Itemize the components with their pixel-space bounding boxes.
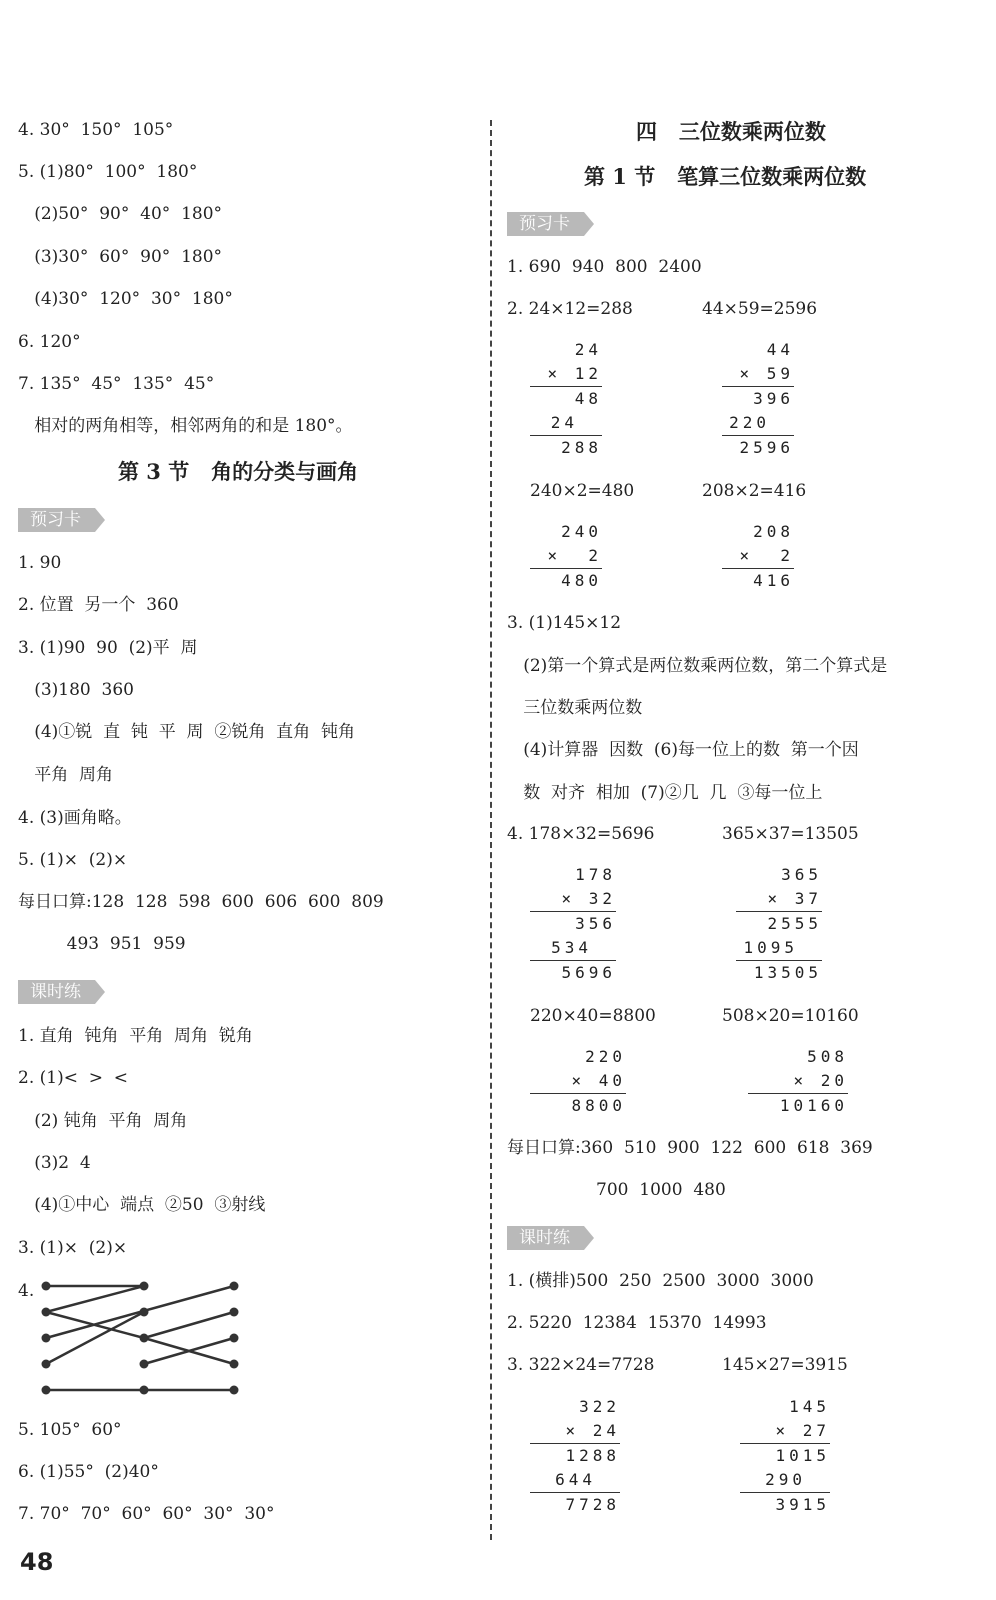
answer-line: 数 对齐 相加 (7)②几 几 ③每一位上 <box>507 783 823 803</box>
matching-diagram <box>38 1276 298 1406</box>
answer-line: (2)第一个算式是两位数乘两位数，第二个算式是 <box>507 656 888 676</box>
vertical-multiplication: 365 × 37 2555 1095 13505 <box>736 863 822 985</box>
answer-line: (3)180 360 <box>18 680 134 700</box>
section-title: 第 1 节 笔算三位数乘两位数 <box>584 164 867 189</box>
vertical-multiplication: 508 × 20 10160 <box>748 1045 848 1118</box>
section-title: 第 3 节 角的分类与画角 <box>118 459 359 484</box>
answer-line: 493 951 959 <box>18 934 186 954</box>
answer-line: (4)计算器 因数 (6)每一位上的数 第一个因 <box>507 740 859 760</box>
answer-line: (4)①锐 直 钝 平 周 ②锐角 直角 钝角 <box>18 722 355 742</box>
page-number: 48 <box>20 1548 54 1576</box>
vertical-multiplication: 24 × 12 48 24 288 <box>530 338 602 460</box>
answer-line: (4)30° 120° 30° 180° <box>18 289 233 309</box>
chapter-title: 四 三位数乘两位数 <box>636 119 826 144</box>
answer-line: 44×59=2596 <box>702 299 818 319</box>
answer-line: (2)50° 90° 40° 180° <box>18 204 223 224</box>
answer-line: 5. (1)× (2)× <box>18 850 128 870</box>
answer-line: 7. 135° 45° 135° 45° <box>18 374 215 394</box>
answer-line: 208×2=416 <box>702 481 807 501</box>
answer-line: 508×20=10160 <box>722 1006 859 1026</box>
answer-line: 365×37=13505 <box>722 824 859 844</box>
lesson-practice-tag: 课时练 <box>18 980 95 1004</box>
answer-line: 2. 24×12=288 <box>507 299 633 319</box>
answer-line: 3. (1)90 90 (2)平 周 <box>18 638 198 658</box>
answer-line: (4)①中心 端点 ②50 ③射线 <box>18 1195 266 1215</box>
answer-line: 1. 90 <box>18 553 62 573</box>
answer-line: (3)2 4 <box>18 1153 91 1173</box>
answer-line: (2) 钝角 平角 周角 <box>18 1111 188 1131</box>
answer-line: 每日口算:360 510 900 122 600 618 369 <box>507 1138 873 1158</box>
answer-line: 4. 30° 150° 105° <box>18 120 174 140</box>
vertical-multiplication: 240 × 2 480 <box>530 520 602 593</box>
lesson-practice-tag: 课时练 <box>507 1226 584 1250</box>
answer-line: 6. 120° <box>18 332 81 352</box>
preview-card-tag: 预习卡 <box>18 508 95 532</box>
vertical-multiplication: 208 × 2 416 <box>722 520 794 593</box>
answer-line: 3. 322×24=7728 <box>507 1355 655 1375</box>
answer-line: 4. <box>18 1281 35 1301</box>
answer-line: 145×27=3915 <box>722 1355 848 1375</box>
answer-line: 1. 690 940 800 2400 <box>507 257 702 277</box>
answer-line: 3. (1)× (2)× <box>18 1238 128 1258</box>
answer-line: (3)30° 60° 90° 180° <box>18 247 223 267</box>
vertical-multiplication: 145 × 27 1015 290 3915 <box>740 1395 830 1517</box>
vertical-multiplication: 322 × 24 1288 644 7728 <box>530 1395 620 1517</box>
answer-line: 220×40=8800 <box>530 1006 656 1026</box>
answer-line: 240×2=480 <box>530 481 635 501</box>
answer-line: 700 1000 480 <box>596 1180 726 1200</box>
column-divider <box>490 120 492 1540</box>
answer-line: 7. 70° 70° 60° 60° 30° 30° <box>18 1504 275 1524</box>
answer-line: 6. (1)55° (2)40° <box>18 1462 159 1482</box>
answer-line: 4. 178×32=5696 <box>507 824 655 844</box>
answer-line: 5. (1)80° 100° 180° <box>18 162 198 182</box>
vertical-multiplication: 220 × 40 8800 <box>530 1045 626 1118</box>
answer-line: 1. 直角 钝角 平角 周角 锐角 <box>18 1026 253 1046</box>
answer-line: 相对的两角相等，相邻两角的和是 180°。 <box>18 416 353 436</box>
answer-line: 2. 5220 12384 15370 14993 <box>507 1313 767 1333</box>
vertical-multiplication: 178 × 32 356 534 5696 <box>530 863 616 985</box>
answer-line: 3. (1)145×12 <box>507 613 622 633</box>
answer-line: 2. (1)< > < <box>18 1068 129 1088</box>
answer-line: 平角 周角 <box>18 765 114 785</box>
preview-card-tag: 预习卡 <box>507 212 584 236</box>
answer-line: 1. (横排)500 250 2500 3000 3000 <box>507 1271 814 1291</box>
answer-line: 4. (3)画角略。 <box>18 808 132 828</box>
answer-line: 5. 105° 60° <box>18 1420 122 1440</box>
answer-line: 三位数乘两位数 <box>507 698 643 718</box>
answer-line: 每日口算:128 128 598 600 606 600 809 <box>18 892 384 912</box>
answer-line: 2. 位置 另一个 360 <box>18 595 179 615</box>
vertical-multiplication: 44 × 59 396 220 2596 <box>722 338 794 460</box>
